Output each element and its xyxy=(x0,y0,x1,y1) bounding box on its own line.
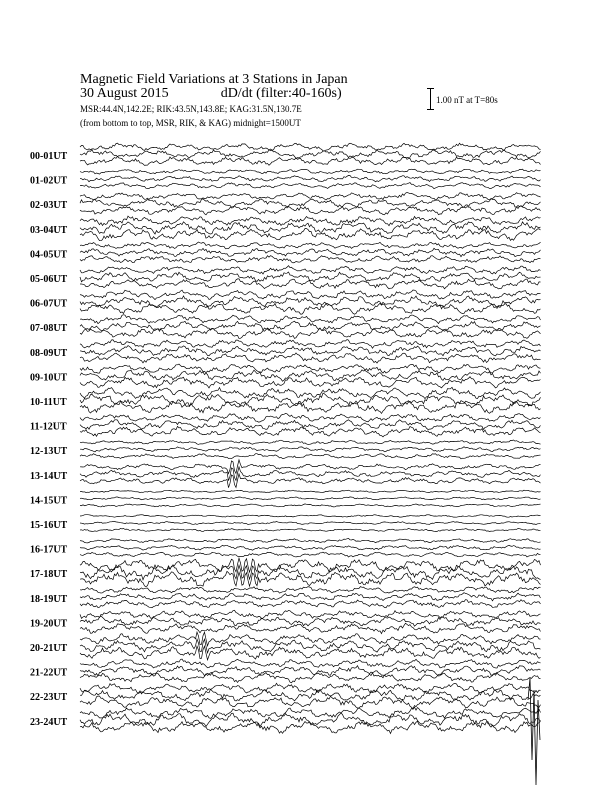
trace-RIK xyxy=(80,272,541,282)
trace-RIK xyxy=(80,522,541,525)
row-06-07UT xyxy=(30,290,541,314)
trace-MSR xyxy=(80,377,541,388)
trace-KAG xyxy=(80,460,541,474)
trace-MSR xyxy=(80,474,541,488)
trace-RIK xyxy=(80,639,541,653)
row-08-09UT xyxy=(30,340,541,364)
trace-RIK xyxy=(80,616,541,626)
date-label: 30 August 2015 xyxy=(80,86,169,101)
trace-MSR xyxy=(80,229,541,241)
trace-RIK xyxy=(80,296,541,307)
trace-RIK xyxy=(80,370,541,381)
hour-label: 19-20UT xyxy=(30,618,68,630)
trace-MSR xyxy=(80,206,541,215)
hour-label: 18-19UT xyxy=(30,593,68,605)
row-10-11UT xyxy=(30,387,541,413)
hour-label: 21-22UT xyxy=(30,667,68,679)
scale-label: 1.00 nT at T=80s xyxy=(436,95,498,105)
trace-RIK xyxy=(80,689,541,701)
trace-KAG xyxy=(80,216,541,226)
trace-MSR xyxy=(80,426,541,437)
hour-label: 10-11UT xyxy=(30,397,67,408)
row-15-16UT xyxy=(30,515,541,532)
row-13-14UT xyxy=(30,460,541,488)
row-20-21UT xyxy=(30,632,541,660)
trace-RIK xyxy=(80,346,541,356)
trace-RIK xyxy=(80,248,541,256)
row-05-06UT xyxy=(30,266,541,289)
trace-KAG xyxy=(80,387,541,398)
trace-RIK xyxy=(80,467,541,481)
trace-MSR xyxy=(80,328,541,339)
hour-label: 04-05UT xyxy=(30,249,68,261)
trace-MSR xyxy=(80,303,541,314)
hour-label: 14-15UT xyxy=(30,495,68,507)
trace-KAG xyxy=(80,440,541,444)
row-03-04UT xyxy=(30,216,541,241)
row-07-08UT xyxy=(30,315,541,339)
stations-info: MSR:44.4N,142.2E; RIK:43.5N,143.8E; KAG:31.5N,130.7E xyxy=(80,104,302,114)
trace-KAG xyxy=(80,632,541,646)
row-23-24UT xyxy=(30,707,541,733)
trace-KAG xyxy=(80,707,541,718)
trace-KAG xyxy=(80,490,541,493)
row-01-02UT xyxy=(30,169,541,189)
trace-MSR xyxy=(80,183,541,189)
trace-MSR xyxy=(80,721,541,733)
row-19-20UT xyxy=(30,610,541,633)
trace-KAG xyxy=(80,364,541,373)
trace-MSR xyxy=(80,156,541,165)
trace-KAG xyxy=(80,340,541,349)
hour-label: 22-23UT xyxy=(30,692,68,704)
trace-RIK xyxy=(80,393,541,407)
hour-label: 00-01UT xyxy=(30,151,68,162)
row-11-12UT xyxy=(30,414,541,437)
trace-RIK xyxy=(80,447,541,452)
trace-KAG xyxy=(80,610,541,619)
hour-label: 01-02UT xyxy=(30,175,68,187)
order-note: (from bottom to top, MSR, RIK, & KAG) midnight=1500UT xyxy=(80,118,301,128)
hour-label: 07-08UT xyxy=(30,323,68,335)
trace-RIK xyxy=(80,497,541,500)
hour-label: 08-09UT xyxy=(30,347,68,359)
hour-label: 09-10UT xyxy=(30,372,68,384)
trace-MSR xyxy=(80,623,541,633)
trace-RIK xyxy=(80,175,541,181)
trace-KAG xyxy=(80,414,541,423)
trace-KAG xyxy=(80,169,541,174)
trace-KAG xyxy=(80,143,541,151)
trace-KAG xyxy=(80,558,541,572)
hour-label: 03-04UT xyxy=(30,224,68,236)
trace-RIK xyxy=(80,545,541,550)
row-14-15UT xyxy=(30,490,541,507)
trace-KAG xyxy=(80,587,541,594)
trace-MSR xyxy=(80,353,541,363)
row-09-10UT xyxy=(30,364,541,388)
trace-MSR xyxy=(80,571,541,586)
trace-MSR xyxy=(80,552,541,557)
row-02-03UT xyxy=(30,193,541,215)
row-12-13UT xyxy=(30,440,541,459)
hour-label: 13-14UT xyxy=(30,470,68,482)
trace-RIK xyxy=(80,565,541,580)
hour-label: 15-16UT xyxy=(30,520,68,531)
trace-MSR xyxy=(80,454,541,459)
trace-KAG xyxy=(80,193,541,201)
trace-KAG xyxy=(80,242,541,249)
chart-title: Magnetic Field Variations at 3 Stations in Japan xyxy=(80,72,348,87)
hour-label: 06-07UT xyxy=(30,298,68,310)
row-00-01UT xyxy=(30,143,541,165)
trace-MSR xyxy=(80,401,541,414)
trace-RIK xyxy=(80,420,541,430)
trace-KAG xyxy=(80,659,541,668)
trace-KAG xyxy=(80,266,541,274)
trace-MSR xyxy=(80,504,541,507)
hour-label: 20-21UT xyxy=(30,643,68,654)
row-16-17UT xyxy=(30,538,541,557)
trace-MSR xyxy=(80,600,541,608)
hour-label: 17-18UT xyxy=(30,569,68,581)
hour-label: 02-03UT xyxy=(30,200,68,212)
hour-label: 23-24UT xyxy=(30,716,68,728)
trace-MSR xyxy=(80,528,541,531)
row-21-22UT xyxy=(30,659,541,683)
row-22-23UT xyxy=(30,683,541,708)
quantity-label: dD/dt (filter:40-160s) xyxy=(220,86,342,101)
trace-KAG xyxy=(80,683,541,693)
trace-spike xyxy=(528,678,540,785)
row-17-18UT xyxy=(30,558,541,586)
hour-label: 16-17UT xyxy=(30,544,68,556)
hour-label: 05-06UT xyxy=(30,274,68,285)
trace-RIK xyxy=(80,150,541,159)
hour-label: 12-13UT xyxy=(30,446,68,458)
row-18-19UT xyxy=(30,587,541,608)
trace-RIK xyxy=(80,593,541,601)
trace-RIK xyxy=(80,666,541,676)
trace-MSR xyxy=(80,256,541,263)
trace-KAG xyxy=(80,538,541,543)
row-04-05UT xyxy=(30,242,541,263)
hour-label: 11-12UT xyxy=(30,421,67,433)
trace-KAG xyxy=(80,515,541,518)
